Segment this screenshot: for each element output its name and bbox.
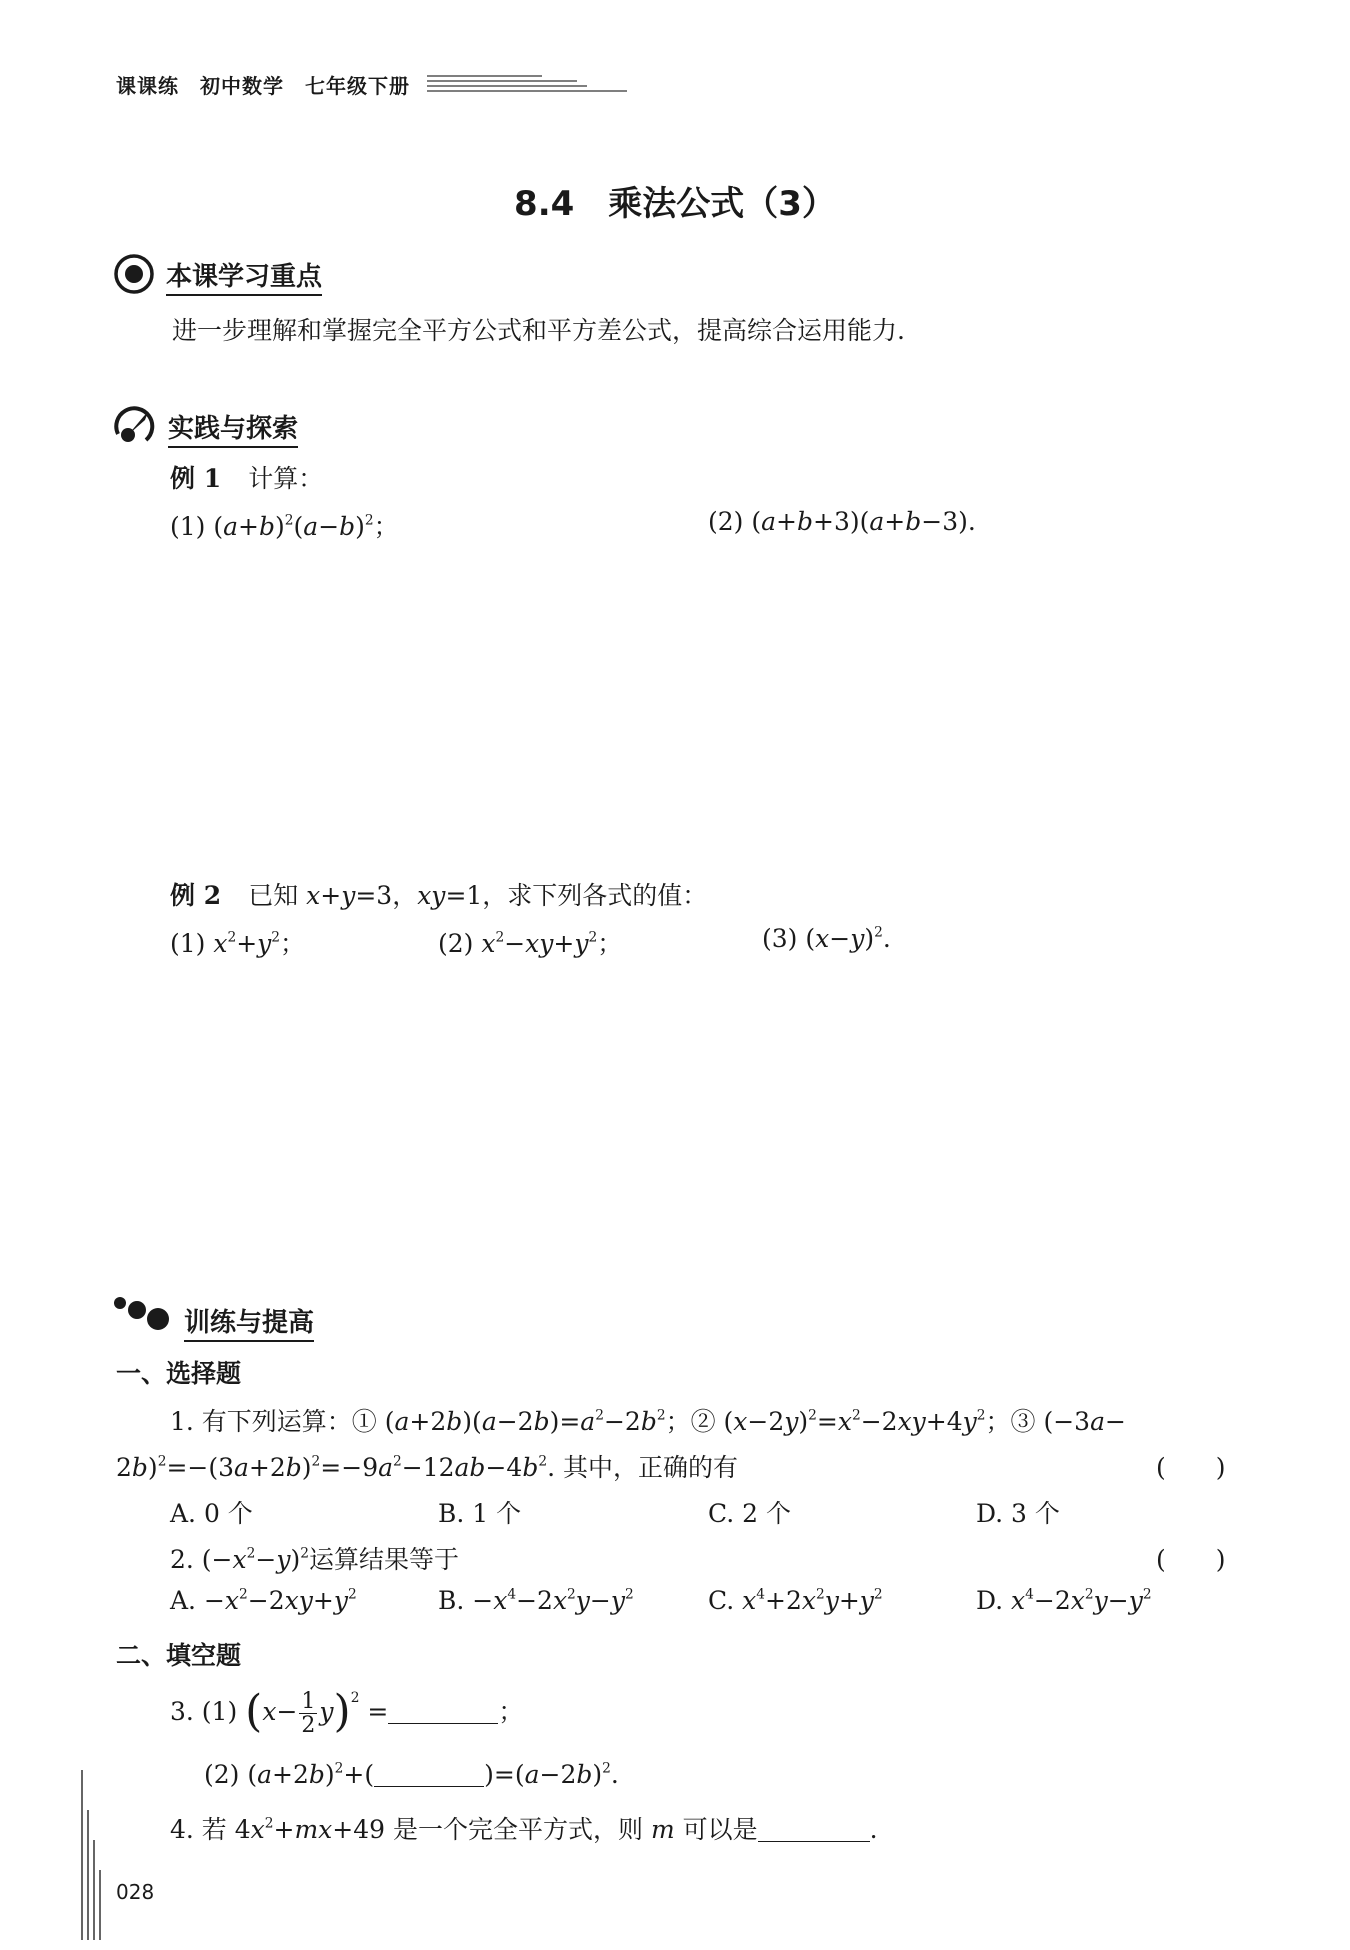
example-1-prompt: 计算：: [248, 464, 324, 493]
question-1-answer-paren: ( ): [1156, 1453, 1226, 1482]
page-number: 028: [116, 1880, 155, 1904]
focus-text: 进一步理解和掌握完全平方公式和平方差公式，提高综合运用能力.: [172, 316, 905, 345]
three-dots-icon: [112, 1293, 174, 1333]
question-3-part-2: (2) $(a+2b)^2+$( )$=(a-2b)^2$.: [204, 1759, 619, 1789]
running-header: 课课练 初中数学 七年级下册: [116, 74, 410, 98]
fill-heading: 二、填空题: [116, 1641, 242, 1670]
page-title: 8.4 乘法公式（3）: [514, 184, 836, 224]
example-2: [170, 876, 707, 912]
section-heading-training: 训练与提高: [184, 1302, 314, 1342]
example-2-label: 例 2: [170, 881, 222, 910]
section-heading-practice: 实践与探索: [168, 408, 298, 448]
choice-heading: 一、选择题: [116, 1359, 242, 1388]
example-1-item-2: (2) (a+b+3)(a+b−3).: [708, 507, 976, 536]
q1-option-d: D. 3 个: [976, 1499, 1060, 1528]
example-2-item-3: (3) $(x-y)^2$.: [762, 924, 891, 953]
question-1-line-1: 1. 有下列运算：① $(a+2b)(a-2b)=a^2-2b^2$；② $(x-2y)^2=x^2-2xy+4y^2$；③ (−3a−: [170, 1407, 1126, 1436]
section-heading-focus: 本课学习重点: [166, 256, 322, 296]
question-1-line-2: $2b)^2=-(3a+2b)^2=-9a^2-12ab-4b^2$. 其中，正确的有: [116, 1453, 738, 1482]
example-2-item-2: (2) $x^2-xy+y^2$；: [438, 929, 623, 958]
example-1-label: 例 1: [170, 464, 222, 493]
q2-option-c: C. $x^4+2x^2y+y^2$: [708, 1586, 883, 1615]
example-2-prompt: 已知 x+y=3，xy=1，求下列各式的值：: [248, 881, 708, 910]
question-2-stem: 2. $(-x^2-y)^2$运算结果等于: [170, 1545, 459, 1574]
compass-arrow-icon: [112, 404, 156, 448]
q2-option-d: D. $x^4-2x^2y-y^2$: [976, 1586, 1152, 1615]
q1-option-a: A. 0 个: [170, 1499, 253, 1528]
q1-option-b: B. 1 个: [438, 1499, 522, 1528]
example-1-item-1: (1) $(a+b)^2(a-b)^2$；: [170, 512, 399, 541]
page-edge-lines: [78, 1770, 108, 1940]
question-4: 4. 若 $4x^2+mx+49$ 是一个完全平方式，则 m 可以是 .: [170, 1815, 878, 1844]
header-decorative-lines: [427, 74, 627, 96]
q2-option-b: B. $-x^4-2x^2y-y^2$: [438, 1586, 634, 1615]
q2-option-a: A. $-x^2-2xy+y^2$: [170, 1586, 357, 1615]
question-3-part-1: 3. (1) (x− $\frac{1}{2}$ y)$^2$ = ；: [170, 1686, 524, 1738]
question-2-answer-paren: ( ): [1156, 1545, 1226, 1574]
example-2-item-1: (1) $x^2+y^2$；: [170, 929, 306, 958]
q1-option-c: C. 2 个: [708, 1499, 791, 1528]
target-icon: [114, 254, 154, 294]
example-1: [170, 459, 323, 495]
